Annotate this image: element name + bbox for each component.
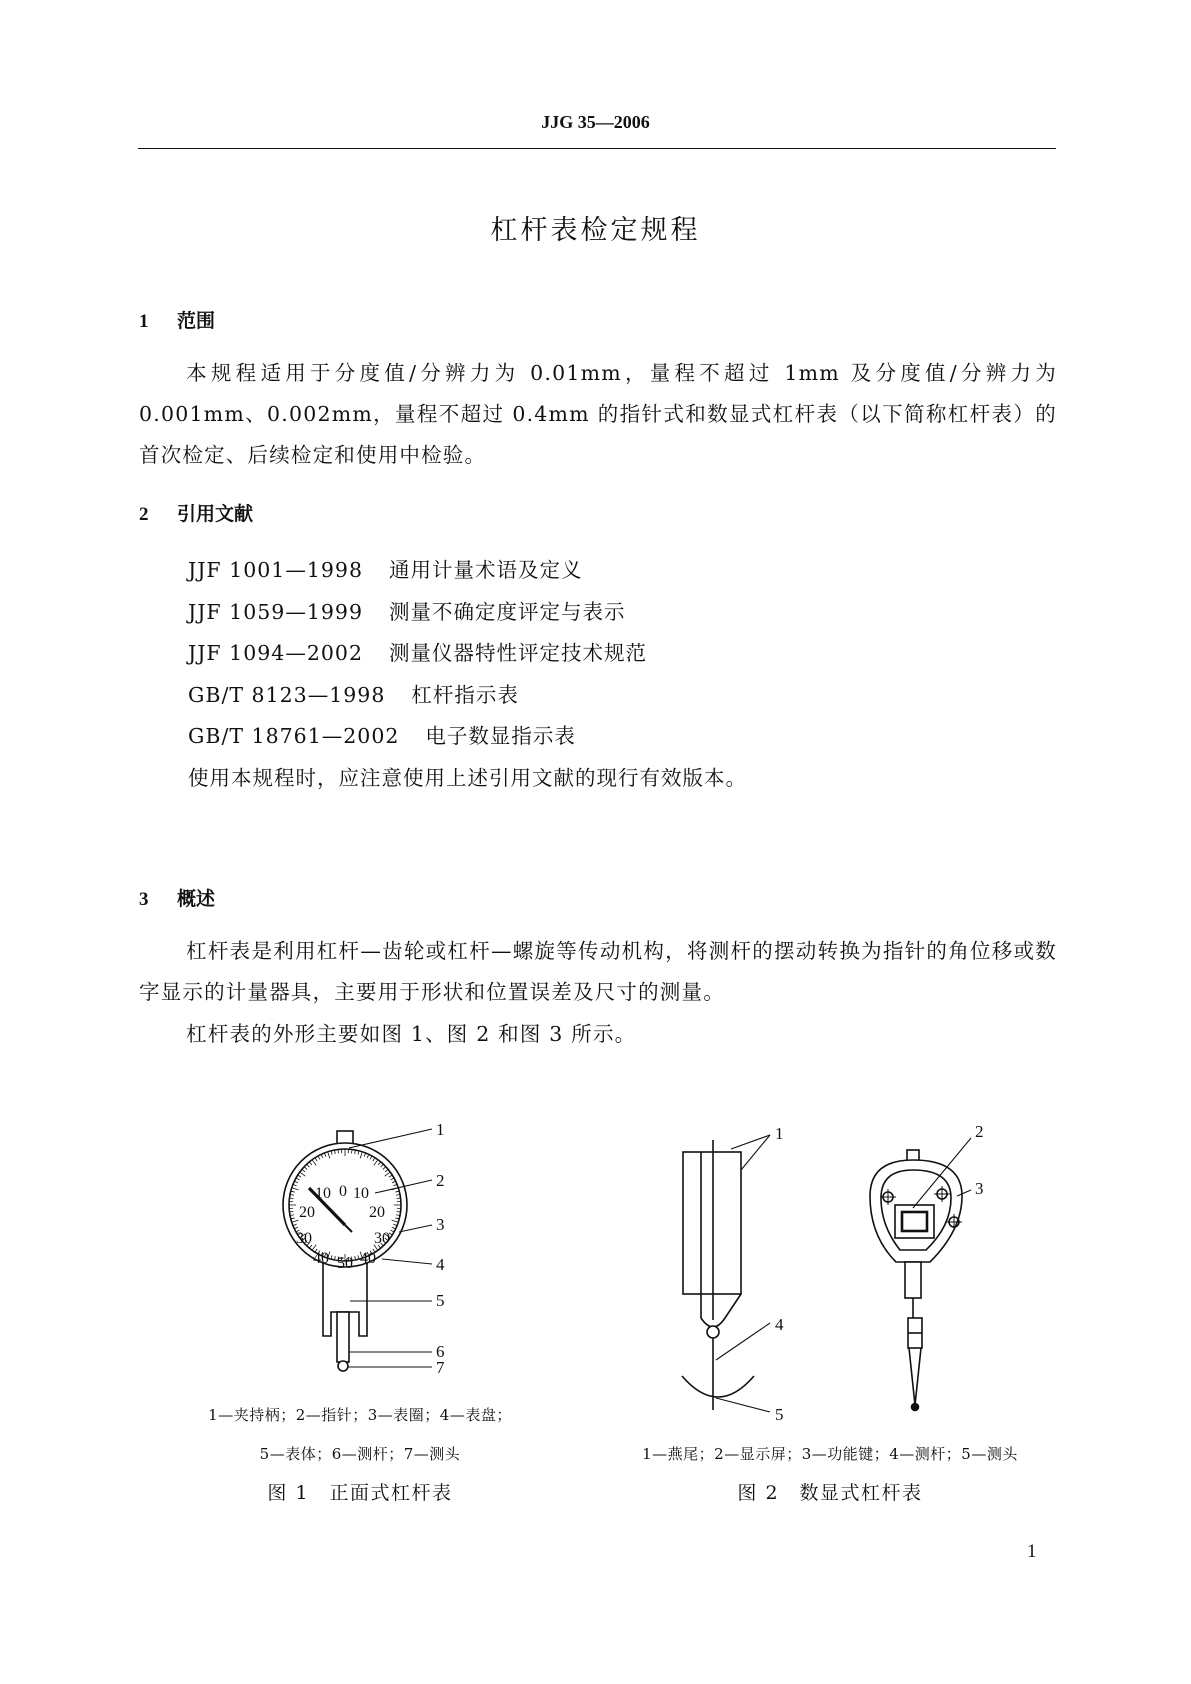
stem-shape [337,1312,349,1362]
section-number: 2 [139,504,149,525]
callout-label: 3 [436,1215,445,1234]
figure-2-caption-line: 1—燕尾；2—显示屏；3—功能键；4—测杆；5—测头 [642,1445,1018,1463]
reference-code: JJF 1094—2002 [188,641,364,665]
reference-title: 通用计量术语及定义 [389,558,583,582]
dial-number: 20 [299,1204,315,1221]
figure-1-title: 图 1 正面式杠杆表 [267,1482,453,1504]
reference-title: 电子数显指示表 [425,724,576,748]
reference-code: JJF 1059—1999 [188,599,364,624]
pivot-shape [701,1294,741,1327]
page-number: 1 [1027,1541,1037,1562]
dial-tick [397,1212,401,1213]
callout-label: 2 [436,1171,445,1190]
reference-title: 杠杆指示表 [411,682,519,707]
figure-1-caption-line: 5—表体；6—测杆；7—测头 [259,1445,461,1463]
figure-2-front-view [870,1122,984,1411]
figure-1-lever-dial-indicator [283,1120,445,1377]
section-number: 3 [139,889,149,910]
section-title: 引用文献 [177,503,254,525]
callout-label: 4 [775,1315,784,1334]
probe-tip-shape [338,1361,348,1371]
callout-label: 4 [436,1255,445,1274]
dial-tick [289,1198,293,1199]
section-title: 概述 [177,888,216,910]
reference-note: 使用本规程时，应注意使用上述引用文献的现行有效版本。 [188,765,747,790]
callout-label: 6 [436,1342,445,1361]
dial-number: 50 [337,1255,353,1272]
dial-tick [352,1149,353,1153]
figure-2-title: 图 2 数显式杠杆表 [737,1482,923,1504]
callout-label: 7 [436,1358,445,1377]
dial-number: 10 [353,1185,369,1202]
dial-tick [338,1149,339,1153]
dial-number: 30 [374,1230,390,1247]
overview-paragraph: 杠杆表的外形主要如图 1、图 2 和图 3 所示。 [186,1022,637,1046]
reference-code: JJF 1001—1998 [188,558,364,582]
reference-title: 测量仪器特性评定技术规范 [389,641,648,665]
dial-number: 20 [369,1204,385,1221]
dial-tick [397,1198,401,1199]
callout-label: 1 [436,1120,445,1139]
section-title: 范围 [177,310,216,332]
callout-label: 2 [975,1122,984,1141]
callout-label: 1 [775,1124,784,1143]
workpiece-arc-shape [682,1376,754,1397]
callout-label: 5 [436,1291,445,1310]
probe-shape [909,1348,921,1405]
reference-code: GB/T 18761—2002 [188,724,400,748]
figure-2-side-view [682,1124,784,1424]
callout-label: 3 [975,1179,984,1198]
dial-number: 40 [360,1250,376,1267]
reference-title: 测量不确定度评定与表示 [389,599,626,624]
dial-number: 40 [313,1250,329,1267]
side-body-shape [683,1152,741,1294]
scope-paragraph: 本规程适用于分度值/分辨力为 0.01mm，量程不超过 1mm 及分度值/分辨力为 0.001mm、0.002mm，量程不超过 0.4mm 的指针式和数显式杠杆表（以下简称杠杆表）的首次检定、后续检定和使用中检验。 [139,361,1057,467]
document-title: 杠杆表检定规程 [490,215,701,246]
dial-number: 10 [315,1185,331,1202]
stem-shape [905,1262,921,1298]
dial-number: 30 [296,1230,312,1247]
reference-code: GB/T 8123—1998 [188,682,386,707]
figure-1-caption-line: 1—夹持柄；2—指针；3—表圈；4—表盘； [208,1406,512,1424]
callout-label: 5 [775,1405,784,1424]
dial-tick [289,1212,293,1213]
overview-paragraph: 杠杆表是利用杠杆—齿轮或杠杆—螺旋等传动机构，将测杆的摆动转换为指针的角位移或数字显示的计量器具，主要用于形状和位置误差及尺寸的测量。 [139,939,1057,1004]
section-number: 1 [139,311,149,332]
standard-code: JJG 35—2006 [541,112,650,132]
dial-number: 0 [339,1183,347,1200]
pivot-hole-shape [707,1326,719,1338]
